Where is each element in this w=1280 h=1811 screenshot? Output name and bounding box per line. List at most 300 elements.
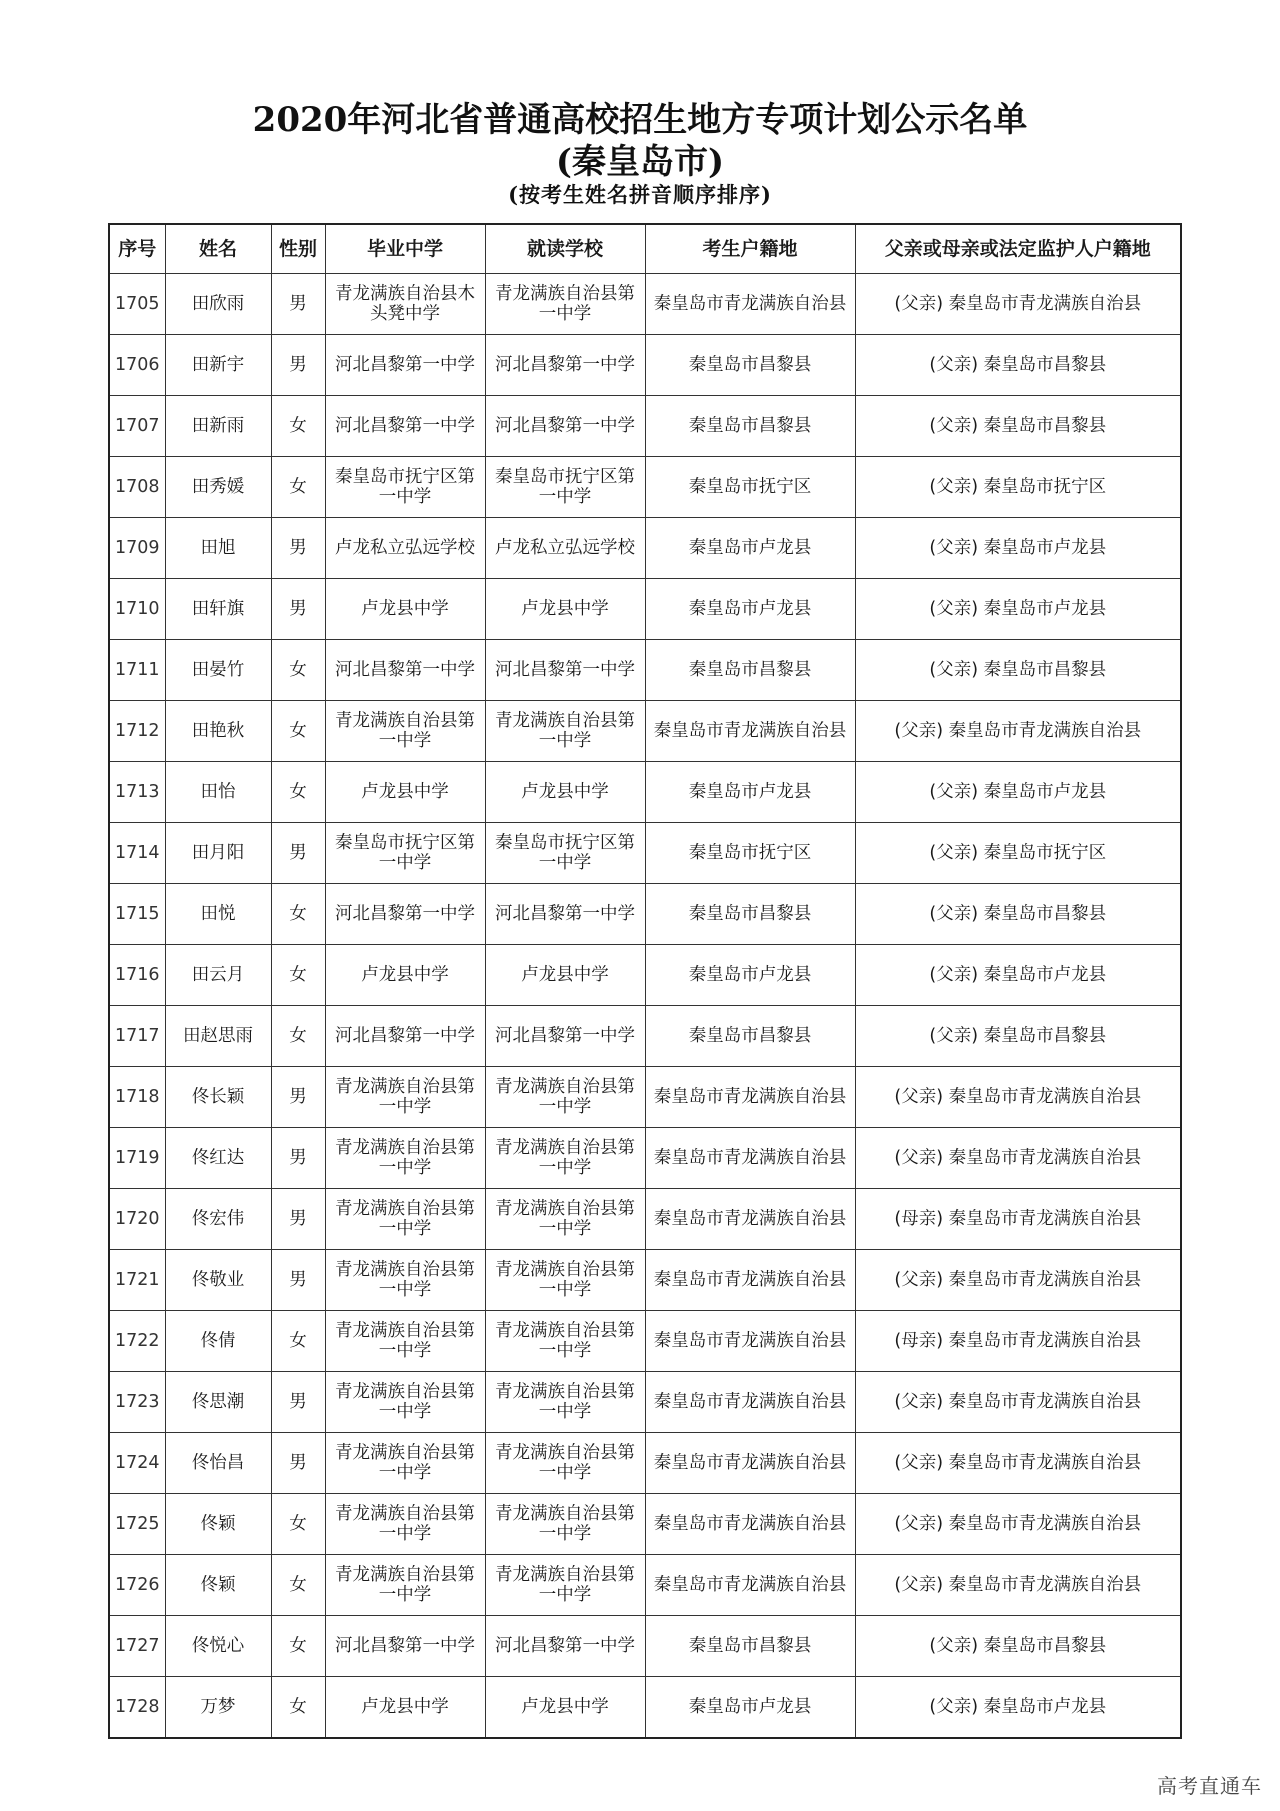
cell-current-school-text: 青龙满族自治县第一中学 xyxy=(495,284,635,324)
cell-current-school-text: 卢龙县中学 xyxy=(521,965,609,985)
cell-name xyxy=(165,1433,271,1494)
cell-graduation-school-text: 青龙满族自治县第一中学 xyxy=(335,711,475,751)
cell-name xyxy=(165,945,271,1006)
cell-current-school xyxy=(485,335,645,396)
table-row xyxy=(109,1006,1181,1067)
cell-name-text: 佟颖 xyxy=(200,1575,236,1595)
cell-name-text: 田艳秋 xyxy=(191,721,245,741)
cell-guardian-registration-text: (父亲) 秦皇岛市青龙满族自治县 xyxy=(894,1392,1142,1412)
cell-index xyxy=(109,823,165,884)
cell-household-registration xyxy=(645,1494,855,1555)
cell-household-registration-text: 秦皇岛市抚宁区 xyxy=(688,477,812,497)
cell-current-school xyxy=(485,1555,645,1616)
cell-current-school xyxy=(485,457,645,518)
cell-graduation-school xyxy=(325,396,485,457)
cell-guardian-registration xyxy=(855,1372,1181,1433)
cell-graduation-school xyxy=(325,640,485,701)
cell-index-text: 1712 xyxy=(114,721,160,741)
roster-table xyxy=(108,223,1182,1739)
cell-index xyxy=(109,1311,165,1372)
cell-index-text: 1723 xyxy=(114,1392,160,1412)
cell-name xyxy=(165,1616,271,1677)
cell-graduation-school xyxy=(325,1555,485,1616)
cell-gender-text: 男 xyxy=(289,1392,307,1412)
cell-graduation-school xyxy=(325,1677,485,1739)
cell-index-text: 1711 xyxy=(114,660,160,680)
cell-gender xyxy=(271,640,325,701)
cell-graduation-school xyxy=(325,518,485,579)
cell-household-registration xyxy=(645,1250,855,1311)
cell-household-registration-text: 秦皇岛市青龙满族自治县 xyxy=(653,1575,847,1595)
cell-gender xyxy=(271,1372,325,1433)
cell-name-text: 田怡 xyxy=(200,782,236,802)
cell-household-registration-text: 秦皇岛市昌黎县 xyxy=(688,660,812,680)
cell-household-registration xyxy=(645,335,855,396)
cell-guardian-registration-text: (父亲) 秦皇岛市昌黎县 xyxy=(929,355,1107,375)
cell-name-text: 田云月 xyxy=(191,965,245,985)
cell-index xyxy=(109,518,165,579)
table-row xyxy=(109,1128,1181,1189)
cell-name xyxy=(165,823,271,884)
cell-index xyxy=(109,335,165,396)
cell-graduation-school-text: 青龙满族自治县第一中学 xyxy=(335,1504,475,1544)
cell-guardian-registration xyxy=(855,335,1181,396)
cell-graduation-school xyxy=(325,457,485,518)
cell-guardian-registration-text: (父亲) 秦皇岛市昌黎县 xyxy=(929,1636,1107,1656)
cell-index-text: 1720 xyxy=(114,1209,160,1229)
cell-name xyxy=(165,1677,271,1739)
cell-guardian-registration-text: (父亲) 秦皇岛市昌黎县 xyxy=(929,416,1107,436)
cell-current-school-text: 河北昌黎第一中学 xyxy=(495,1636,635,1656)
cell-gender xyxy=(271,1006,325,1067)
cell-name-text: 佟悦心 xyxy=(191,1636,245,1656)
cell-graduation-school-text: 河北昌黎第一中学 xyxy=(335,416,475,436)
cell-index-text: 1715 xyxy=(114,904,160,924)
header-household-registration: 考生户籍地 xyxy=(645,224,855,274)
cell-current-school-text: 秦皇岛市抚宁区第一中学 xyxy=(495,467,635,507)
cell-current-school xyxy=(485,823,645,884)
cell-current-school-text: 河北昌黎第一中学 xyxy=(495,355,635,375)
cell-name-text: 佟怡昌 xyxy=(191,1453,245,1473)
cell-current-school xyxy=(485,518,645,579)
table-row xyxy=(109,335,1181,396)
cell-index xyxy=(109,1006,165,1067)
cell-household-registration-text: 秦皇岛市青龙满族自治县 xyxy=(653,1392,847,1412)
cell-name-text: 田新雨 xyxy=(191,416,245,436)
cell-household-registration-text: 秦皇岛市卢龙县 xyxy=(688,599,812,619)
cell-household-registration-text: 秦皇岛市青龙满族自治县 xyxy=(653,1331,847,1351)
header-guardian-registration: 父亲或母亲或法定监护人户籍地 xyxy=(855,224,1181,274)
cell-guardian-registration-text: (父亲) 秦皇岛市青龙满族自治县 xyxy=(894,1148,1142,1168)
cell-household-registration xyxy=(645,762,855,823)
cell-current-school xyxy=(485,1311,645,1372)
cell-gender-text: 女 xyxy=(289,660,307,680)
header-name: 姓名 xyxy=(165,224,271,274)
cell-gender-text: 男 xyxy=(289,1087,307,1107)
cell-guardian-registration xyxy=(855,762,1181,823)
watermark-text: 高考直通车 xyxy=(1157,1774,1262,1798)
cell-gender xyxy=(271,1433,325,1494)
cell-guardian-registration-text: (母亲) 秦皇岛市青龙满族自治县 xyxy=(894,1331,1142,1351)
cell-graduation-school-text: 青龙满族自治县第一中学 xyxy=(335,1138,475,1178)
cell-household-registration xyxy=(645,884,855,945)
cell-graduation-school xyxy=(325,1067,485,1128)
cell-household-registration xyxy=(645,1616,855,1677)
cell-graduation-school-text: 秦皇岛市抚宁区第一中学 xyxy=(335,833,475,873)
cell-current-school xyxy=(485,1616,645,1677)
cell-gender xyxy=(271,1067,325,1128)
cell-guardian-registration-text: (父亲) 秦皇岛市昌黎县 xyxy=(929,904,1107,924)
cell-name-text: 田赵思雨 xyxy=(183,1026,253,1046)
table-row xyxy=(109,579,1181,640)
cell-gender-text: 女 xyxy=(289,1514,307,1534)
cell-graduation-school xyxy=(325,579,485,640)
cell-guardian-registration xyxy=(855,1250,1181,1311)
cell-gender-text: 女 xyxy=(289,1026,307,1046)
cell-name-text: 佟颖 xyxy=(200,1514,236,1534)
cell-index-text: 1721 xyxy=(114,1270,160,1290)
cell-guardian-registration-text: (父亲) 秦皇岛市卢龙县 xyxy=(929,782,1107,802)
cell-current-school-text: 河北昌黎第一中学 xyxy=(495,660,635,680)
cell-graduation-school-text: 河北昌黎第一中学 xyxy=(335,355,475,375)
cell-household-registration xyxy=(645,1677,855,1739)
cell-current-school-text: 卢龙县中学 xyxy=(521,599,609,619)
table-row xyxy=(109,1494,1181,1555)
cell-index-text: 1724 xyxy=(114,1453,160,1473)
cell-household-registration xyxy=(645,1006,855,1067)
cell-guardian-registration xyxy=(855,1616,1181,1677)
cell-household-registration xyxy=(645,1555,855,1616)
cell-index-text: 1725 xyxy=(114,1514,160,1534)
cell-name xyxy=(165,1555,271,1616)
cell-current-school-text: 河北昌黎第一中学 xyxy=(495,416,635,436)
cell-name xyxy=(165,274,271,335)
cell-graduation-school xyxy=(325,701,485,762)
cell-gender xyxy=(271,457,325,518)
cell-graduation-school xyxy=(325,884,485,945)
cell-gender xyxy=(271,579,325,640)
cell-current-school xyxy=(485,762,645,823)
cell-name-text: 佟红达 xyxy=(191,1148,245,1168)
cell-gender-text: 女 xyxy=(289,1697,307,1717)
cell-index xyxy=(109,884,165,945)
cell-gender xyxy=(271,1494,325,1555)
cell-gender-text: 女 xyxy=(289,782,307,802)
cell-current-school xyxy=(485,1006,645,1067)
cell-guardian-registration-text: (父亲) 秦皇岛市昌黎县 xyxy=(929,660,1107,680)
cell-graduation-school xyxy=(325,823,485,884)
cell-graduation-school-text: 青龙满族自治县第一中学 xyxy=(335,1077,475,1117)
cell-gender-text: 女 xyxy=(289,965,307,985)
cell-name xyxy=(165,1067,271,1128)
cell-gender-text: 男 xyxy=(289,599,307,619)
cell-guardian-registration xyxy=(855,1006,1181,1067)
cell-gender xyxy=(271,884,325,945)
cell-current-school xyxy=(485,1250,645,1311)
cell-gender xyxy=(271,335,325,396)
cell-index-text: 1707 xyxy=(114,416,160,436)
cell-guardian-registration-text: (父亲) 秦皇岛市青龙满族自治县 xyxy=(894,1270,1142,1290)
cell-gender-text: 男 xyxy=(289,1453,307,1473)
cell-guardian-registration xyxy=(855,1433,1181,1494)
cell-current-school xyxy=(485,1494,645,1555)
cell-index-text: 1728 xyxy=(114,1697,160,1717)
cell-gender-text: 女 xyxy=(289,1331,307,1351)
cell-current-school-text: 青龙满族自治县第一中学 xyxy=(495,1382,635,1422)
cell-current-school xyxy=(485,701,645,762)
cell-household-registration xyxy=(645,579,855,640)
cell-current-school xyxy=(485,1372,645,1433)
cell-graduation-school xyxy=(325,335,485,396)
table-row xyxy=(109,1372,1181,1433)
cell-index-text: 1719 xyxy=(114,1148,160,1168)
cell-current-school-text: 青龙满族自治县第一中学 xyxy=(495,1504,635,1544)
cell-name-text: 佟宏伟 xyxy=(191,1209,245,1229)
table-row xyxy=(109,518,1181,579)
cell-name xyxy=(165,1494,271,1555)
cell-index xyxy=(109,1128,165,1189)
cell-gender-text: 男 xyxy=(289,355,307,375)
cell-household-registration-text: 秦皇岛市昌黎县 xyxy=(688,904,812,924)
cell-name xyxy=(165,396,271,457)
cell-graduation-school-text: 卢龙县中学 xyxy=(361,965,449,985)
cell-household-registration-text: 秦皇岛市昌黎县 xyxy=(688,355,812,375)
cell-guardian-registration xyxy=(855,457,1181,518)
cell-guardian-registration-text: (父亲) 秦皇岛市青龙满族自治县 xyxy=(894,1453,1142,1473)
cell-guardian-registration xyxy=(855,1555,1181,1616)
cell-graduation-school-text: 青龙满族自治县第一中学 xyxy=(335,1321,475,1361)
cell-name-text: 田新宇 xyxy=(191,355,245,375)
header-gender: 性别 xyxy=(271,224,325,274)
cell-name xyxy=(165,457,271,518)
cell-graduation-school-text: 青龙满族自治县第一中学 xyxy=(335,1260,475,1300)
table-row xyxy=(109,1067,1181,1128)
cell-name xyxy=(165,1311,271,1372)
cell-household-registration xyxy=(645,640,855,701)
cell-gender xyxy=(271,1250,325,1311)
cell-graduation-school xyxy=(325,1372,485,1433)
cell-household-registration-text: 秦皇岛市青龙满族自治县 xyxy=(653,294,847,314)
table-row xyxy=(109,1189,1181,1250)
cell-name xyxy=(165,1189,271,1250)
cell-current-school-text: 青龙满族自治县第一中学 xyxy=(495,1443,635,1483)
cell-guardian-registration xyxy=(855,1189,1181,1250)
cell-guardian-registration xyxy=(855,274,1181,335)
cell-name xyxy=(165,884,271,945)
cell-name-text: 田轩旗 xyxy=(191,599,245,619)
cell-graduation-school xyxy=(325,1189,485,1250)
cell-guardian-registration xyxy=(855,1677,1181,1739)
cell-graduation-school xyxy=(325,274,485,335)
cell-index-text: 1726 xyxy=(114,1575,160,1595)
cell-current-school-text: 卢龙私立弘远学校 xyxy=(495,538,635,558)
cell-name-text: 田旭 xyxy=(200,538,236,558)
cell-name-text: 万梦 xyxy=(200,1697,236,1717)
header-current-school: 就读学校 xyxy=(485,224,645,274)
cell-index xyxy=(109,1250,165,1311)
cell-index-text: 1718 xyxy=(114,1087,160,1107)
cell-index-text: 1717 xyxy=(114,1026,160,1046)
cell-graduation-school-text: 卢龙县中学 xyxy=(361,782,449,802)
table-row xyxy=(109,1677,1181,1739)
cell-current-school-text: 青龙满族自治县第一中学 xyxy=(495,1321,635,1361)
sort-note: (按考生姓名拼音顺序排序) xyxy=(508,182,772,207)
cell-graduation-school-text: 河北昌黎第一中学 xyxy=(335,660,475,680)
cell-graduation-school-text: 青龙满族自治县第一中学 xyxy=(335,1565,475,1605)
cell-household-registration-text: 秦皇岛市昌黎县 xyxy=(688,416,812,436)
cell-name xyxy=(165,1128,271,1189)
cell-guardian-registration xyxy=(855,396,1181,457)
cell-current-school xyxy=(485,396,645,457)
cell-current-school-text: 卢龙县中学 xyxy=(521,1697,609,1717)
cell-gender xyxy=(271,701,325,762)
cell-name-text: 田晏竹 xyxy=(191,660,245,680)
cell-guardian-registration-text: (父亲) 秦皇岛市青龙满族自治县 xyxy=(894,1514,1142,1534)
cell-index-text: 1705 xyxy=(114,294,160,314)
table-row xyxy=(109,884,1181,945)
cell-household-registration-text: 秦皇岛市卢龙县 xyxy=(688,1697,812,1717)
cell-index-text: 1708 xyxy=(114,477,160,497)
cell-index xyxy=(109,945,165,1006)
cell-index-text: 1722 xyxy=(114,1331,160,1351)
header-index: 序号 xyxy=(109,224,165,274)
table-row xyxy=(109,396,1181,457)
cell-index xyxy=(109,1189,165,1250)
table-row xyxy=(109,1433,1181,1494)
cell-current-school xyxy=(485,1433,645,1494)
cell-household-registration xyxy=(645,1067,855,1128)
table-row xyxy=(109,823,1181,884)
cell-gender xyxy=(271,945,325,1006)
cell-household-registration xyxy=(645,457,855,518)
cell-graduation-school-text: 卢龙私立弘远学校 xyxy=(335,538,475,558)
cell-current-school xyxy=(485,945,645,1006)
table-row xyxy=(109,945,1181,1006)
cell-graduation-school-text: 河北昌黎第一中学 xyxy=(335,904,475,924)
cell-gender xyxy=(271,274,325,335)
cell-guardian-registration-text: (父亲) 秦皇岛市青龙满族自治县 xyxy=(894,1087,1142,1107)
cell-household-registration-text: 秦皇岛市昌黎县 xyxy=(688,1026,812,1046)
table-header-row xyxy=(109,224,1181,274)
cell-gender-text: 女 xyxy=(289,721,307,741)
table-row xyxy=(109,762,1181,823)
cell-graduation-school xyxy=(325,1128,485,1189)
table-row xyxy=(109,701,1181,762)
cell-index xyxy=(109,640,165,701)
cell-graduation-school xyxy=(325,1433,485,1494)
cell-name-text: 田欣雨 xyxy=(191,294,245,314)
cell-gender xyxy=(271,1311,325,1372)
cell-gender-text: 男 xyxy=(289,294,307,314)
cell-household-registration xyxy=(645,1311,855,1372)
cell-index xyxy=(109,1555,165,1616)
cell-gender-text: 女 xyxy=(289,477,307,497)
cell-gender-text: 男 xyxy=(289,1148,307,1168)
cell-graduation-school-text: 河北昌黎第一中学 xyxy=(335,1026,475,1046)
cell-current-school xyxy=(485,1189,645,1250)
cell-current-school xyxy=(485,1067,645,1128)
cell-gender xyxy=(271,1555,325,1616)
cell-name-text: 田秀媛 xyxy=(191,477,245,497)
cell-gender xyxy=(271,396,325,457)
table-row xyxy=(109,457,1181,518)
cell-household-registration xyxy=(645,701,855,762)
table-row xyxy=(109,274,1181,335)
cell-gender-text: 男 xyxy=(289,1209,307,1229)
cell-index-text: 1714 xyxy=(114,843,160,863)
cell-guardian-registration xyxy=(855,884,1181,945)
cell-name xyxy=(165,701,271,762)
cell-graduation-school xyxy=(325,1616,485,1677)
cell-name-text: 田月阳 xyxy=(191,843,245,863)
cell-household-registration xyxy=(645,274,855,335)
cell-household-registration-text: 秦皇岛市卢龙县 xyxy=(688,538,812,558)
cell-index xyxy=(109,701,165,762)
cell-graduation-school xyxy=(325,1311,485,1372)
cell-guardian-registration-text: (父亲) 秦皇岛市卢龙县 xyxy=(929,599,1107,619)
cell-guardian-registration xyxy=(855,1067,1181,1128)
cell-current-school-text: 青龙满族自治县第一中学 xyxy=(495,1138,635,1178)
cell-household-registration xyxy=(645,518,855,579)
cell-guardian-registration-text: (父亲) 秦皇岛市抚宁区 xyxy=(929,843,1107,863)
cell-index xyxy=(109,1372,165,1433)
cell-current-school-text: 青龙满族自治县第一中学 xyxy=(495,1077,635,1117)
cell-gender xyxy=(271,823,325,884)
cell-name-text: 田悦 xyxy=(200,904,236,924)
cell-name xyxy=(165,1006,271,1067)
cell-guardian-registration-text: (母亲) 秦皇岛市青龙满族自治县 xyxy=(894,1209,1142,1229)
cell-household-registration-text: 秦皇岛市青龙满族自治县 xyxy=(653,1148,847,1168)
table-row xyxy=(109,640,1181,701)
page-title: 2020年河北省普通高校招生地方专项计划公示名单 xyxy=(252,100,1028,140)
cell-gender-text: 男 xyxy=(289,843,307,863)
cell-gender xyxy=(271,1189,325,1250)
cell-name xyxy=(165,518,271,579)
cell-gender-text: 女 xyxy=(289,416,307,436)
cell-current-school xyxy=(485,884,645,945)
cell-gender xyxy=(271,1616,325,1677)
cell-household-registration-text: 秦皇岛市青龙满族自治县 xyxy=(653,1514,847,1534)
cell-current-school xyxy=(485,274,645,335)
table-row xyxy=(109,1250,1181,1311)
cell-household-registration-text: 秦皇岛市卢龙县 xyxy=(688,782,812,802)
cell-name-text: 佟倩 xyxy=(200,1331,236,1351)
cell-graduation-school-text: 卢龙县中学 xyxy=(361,1697,449,1717)
cell-household-registration xyxy=(645,945,855,1006)
cell-index xyxy=(109,396,165,457)
cell-household-registration xyxy=(645,1372,855,1433)
cell-graduation-school-text: 河北昌黎第一中学 xyxy=(335,1636,475,1656)
cell-guardian-registration xyxy=(855,518,1181,579)
cell-gender-text: 男 xyxy=(289,1270,307,1290)
cell-graduation-school xyxy=(325,1494,485,1555)
table-row xyxy=(109,1616,1181,1677)
cell-guardian-registration xyxy=(855,701,1181,762)
cell-index-text: 1713 xyxy=(114,782,160,802)
cell-index-text: 1716 xyxy=(114,965,160,985)
cell-graduation-school-text: 秦皇岛市抚宁区第一中学 xyxy=(335,467,475,507)
cell-current-school xyxy=(485,640,645,701)
cell-name xyxy=(165,1250,271,1311)
cell-index-text: 1706 xyxy=(114,355,160,375)
table-row xyxy=(109,1311,1181,1372)
cell-index xyxy=(109,1494,165,1555)
cell-current-school-text: 青龙满族自治县第一中学 xyxy=(495,1565,635,1605)
cell-household-registration-text: 秦皇岛市卢龙县 xyxy=(688,965,812,985)
cell-name xyxy=(165,579,271,640)
cell-guardian-registration-text: (父亲) 秦皇岛市卢龙县 xyxy=(929,965,1107,985)
cell-graduation-school-text: 青龙满族自治县木头凳中学 xyxy=(335,284,475,324)
